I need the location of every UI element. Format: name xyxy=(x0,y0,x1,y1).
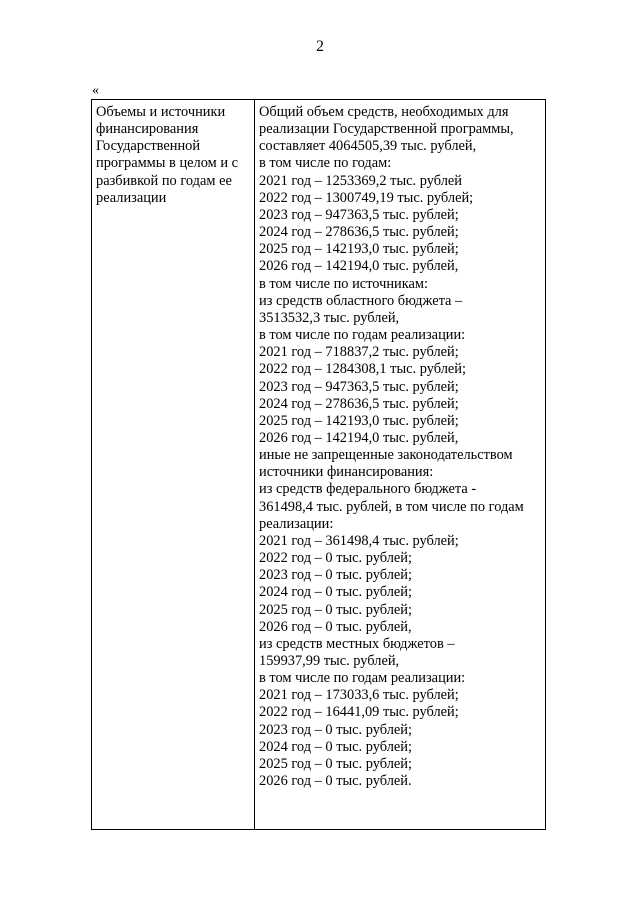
opening-quote-mark: « xyxy=(92,83,99,98)
content-line: 2023 год – 947363,5 тыс. рублей; xyxy=(259,206,459,223)
page-number: 2 xyxy=(316,38,324,55)
content-line: реализации Государственной программы, xyxy=(259,121,514,138)
content-line: 2024 год – 278636,5 тыс. рублей; xyxy=(259,395,459,412)
content-line: из средств местных бюджетов – xyxy=(259,635,455,652)
label-line: финансирования xyxy=(96,121,199,138)
content-line: 2026 год – 142194,0 тыс. рублей, xyxy=(259,429,459,446)
content-line: в том числе по годам реализации: xyxy=(259,670,466,687)
content-line: в том числе по годам реализации: xyxy=(259,327,466,344)
content-line: составляет 4064505,39 тыс. рублей, xyxy=(259,138,477,155)
content-line: 3513532,3 тыс. рублей, xyxy=(259,309,400,326)
content-line: 2025 год – 0 тыс. рублей; xyxy=(259,601,412,618)
table-cell-label xyxy=(92,100,255,830)
content-line: 2022 год – 1284308,1 тыс. рублей; xyxy=(259,361,466,378)
content-line: 2023 год – 0 тыс. рублей; xyxy=(259,721,412,738)
content-line: из средств федерального бюджета - xyxy=(259,481,477,498)
label-text xyxy=(96,104,250,207)
content-line: 2022 год – 16441,09 тыс. рублей; xyxy=(259,704,459,721)
label-line: разбивкой по годам ее xyxy=(96,172,232,189)
content-line: 2025 год – 0 тыс. рублей; xyxy=(259,755,412,772)
content-line: 2026 год – 0 тыс. рублей. xyxy=(259,773,412,790)
content-line: 361498,4 тыс. рублей, в том числе по годам xyxy=(259,498,524,515)
content-line: 2021 год – 173033,6 тыс. рублей; xyxy=(259,687,459,704)
table-row xyxy=(92,100,546,830)
content-line: 159937,99 тыс. рублей, xyxy=(259,653,400,669)
content-line: 2021 год – 361498,4 тыс. рублей; xyxy=(259,532,459,549)
content-line: 2023 год – 0 тыс. рублей; xyxy=(259,567,412,584)
content-line: 2026 год – 0 тыс. рублей, xyxy=(259,618,412,635)
content-line: 2022 год – 1300749,19 тыс. рублей; xyxy=(259,189,474,206)
label-line: реализации xyxy=(96,189,167,206)
label-line: Объемы и источники xyxy=(96,104,226,120)
financing-table xyxy=(91,99,546,830)
content-line: реализации: xyxy=(259,515,334,532)
content-line: 2022 год – 0 тыс. рублей; xyxy=(259,550,412,567)
content-line: иные не запрещенные законодательством xyxy=(259,447,513,464)
content-line: Общий объем средств, необходимых для xyxy=(259,104,509,120)
content-line: в том числе по источникам: xyxy=(259,275,429,292)
content-line: в том числе по годам: xyxy=(259,155,392,172)
content-line: 2026 год – 142194,0 тыс. рублей, xyxy=(259,258,459,275)
table-cell-content xyxy=(255,100,546,830)
content-line: 2021 год – 718837,2 тыс. рублей; xyxy=(259,344,459,361)
content-text xyxy=(259,104,541,790)
content-line: 2023 год – 947363,5 тыс. рублей; xyxy=(259,378,459,395)
content-line: источники финансирования: xyxy=(259,464,434,481)
content-line: 2024 год – 278636,5 тыс. рублей; xyxy=(259,224,459,241)
content-line: 2021 год – 1253369,2 тыс. рублей xyxy=(259,172,462,189)
content-line: 2024 год – 0 тыс. рублей; xyxy=(259,584,412,601)
content-line: из средств областного бюджета – xyxy=(259,292,463,309)
label-line: программы в целом и с xyxy=(96,155,239,172)
content-line: 2024 год – 0 тыс. рублей; xyxy=(259,738,412,755)
content-line: 2025 год – 142193,0 тыс. рублей; xyxy=(259,241,459,258)
label-line: Государственной xyxy=(96,138,201,155)
content-line: 2025 год – 142193,0 тыс. рублей; xyxy=(259,412,459,429)
